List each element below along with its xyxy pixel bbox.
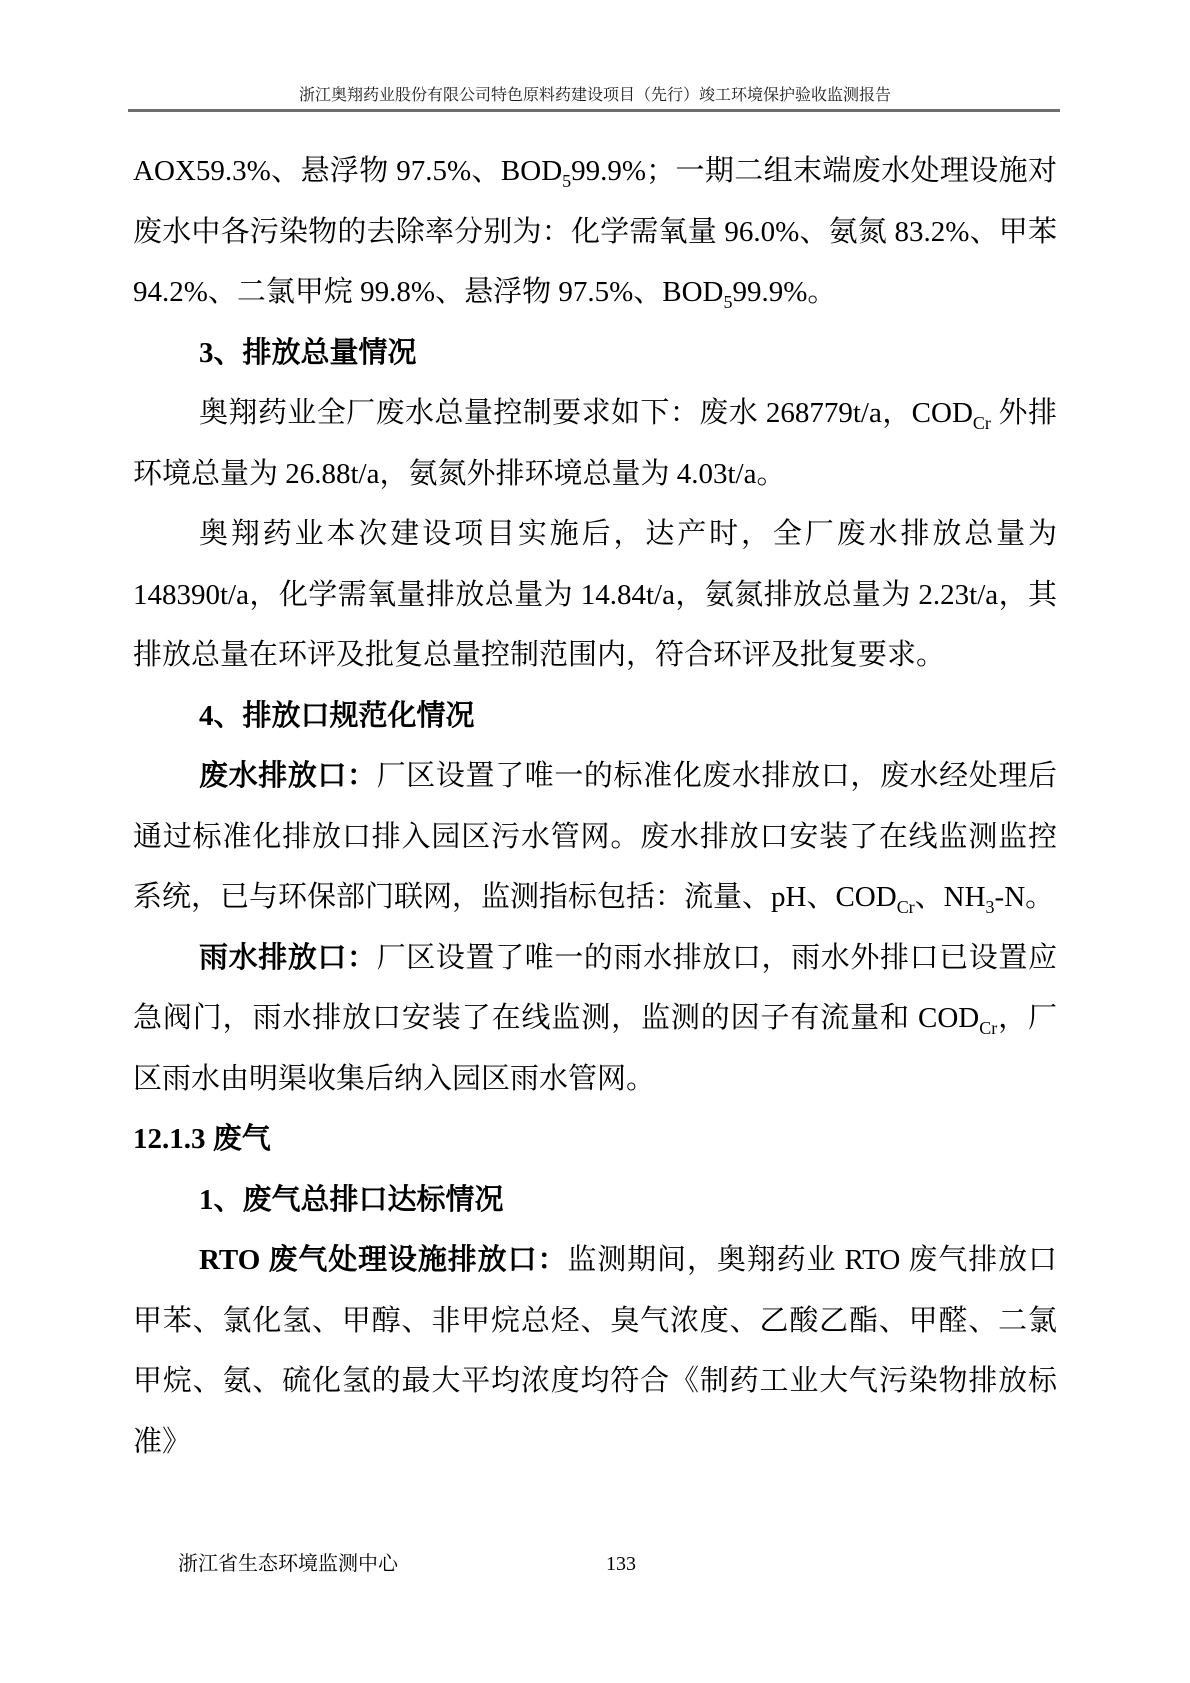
page-header-title: 浙江奥翔药业股份有限公司特色原料药建设项目（先行）竣工环境保护验收监测报告 (298, 87, 891, 104)
paragraph (133, 1230, 1057, 1472)
text-run: 99.9%。 (732, 276, 837, 308)
paragraph (133, 383, 1057, 504)
text-run: 雨水排放口： (199, 941, 377, 974)
subscript-text: 5 (723, 291, 733, 312)
text-run: RTO 废气处理设施排放口： (199, 1244, 568, 1276)
subscript-text: 5 (562, 170, 572, 191)
subscript-text: 3 (985, 896, 995, 917)
paragraph (133, 928, 1057, 1110)
text-run: 12.1.3 废气 (133, 1123, 271, 1155)
footer-page-number: 133 (606, 1553, 636, 1575)
header-divider (128, 109, 1060, 112)
text-run: ，厂区雨水由明渠收集后纳入园区雨水管网。 (133, 1002, 1057, 1095)
subscript-text: Cr (979, 1017, 998, 1038)
text-run: 99.9%；一期二组末端废水处理设施对废水中各污染物的去除率分别为：化学需氧量 96.0%、氨氮 83.2%、甲苯94.2%、二氯甲烷 99.8%、悬浮物 97.5%、BOD (133, 155, 1057, 308)
text-run: 3、排放总量情况 (199, 336, 417, 369)
footer-organization: 浙江省生态环境监测中心 (178, 1553, 398, 1575)
paragraph (133, 504, 1057, 686)
text-run: AOX59.3%、悬浮物 97.5%、BOD (133, 155, 563, 187)
section-heading (133, 686, 1057, 747)
section-heading (133, 323, 1057, 384)
paragraph (133, 141, 1057, 323)
text-run: 外排环境总量为 26.88t/a，氨氮外排环境总量为 4.03t/a。 (133, 397, 1057, 490)
section-heading (133, 1170, 1057, 1231)
text-run: 奥翔药业全厂废水总量控制要求如下：废水 268779t/a，COD (199, 397, 973, 429)
subscript-text: Cr (896, 896, 915, 917)
text-run: 、NH (914, 881, 986, 913)
text-run: 奥翔药业本次建设项目实施后，达产时，全厂废水排放总量为 148390t/a，化学需氧量排放总量为 14.84t/a，氨氮排放总量为 2.23t/a，其排放总量在环评及批复总量控制范围内，符合环评及批复要求。 (133, 518, 1057, 671)
text-run: 监测期间，奥翔药业 RTO 废气排放口甲苯、氯化氢、甲醇、非甲烷总烃、臭气浓度、乙酸乙酯、甲醛、二氯甲烷、氨、硫化氢的最大平均浓度均符合《制药工业大气污染物排放标准》 (133, 1244, 1057, 1458)
text-run: 厂区设置了唯一的标准化废水排放口，废水经处理后通过标准化排放口排入园区污水管网。废水排放口安装了在线监测监控系统，已与环保部门联网，监测指标包括：流量、pH、COD (133, 760, 1057, 913)
section-heading (133, 1109, 1057, 1170)
paragraph (133, 746, 1057, 928)
subscript-text: Cr (972, 412, 991, 433)
text-run: -N。 (994, 881, 1055, 913)
text-run: 1、废气总排口达标情况 (199, 1183, 504, 1216)
text-run: 废水排放口： (199, 760, 377, 792)
text-run: 厂区设置了唯一的雨水排放口，雨水外排口已设置应急阀门，雨水排放口安装了在线监测，监测的因子有流量和 COD (133, 941, 1057, 1034)
text-run: 4、排放口规范化情况 (199, 699, 475, 732)
document-body (133, 141, 1057, 1472)
